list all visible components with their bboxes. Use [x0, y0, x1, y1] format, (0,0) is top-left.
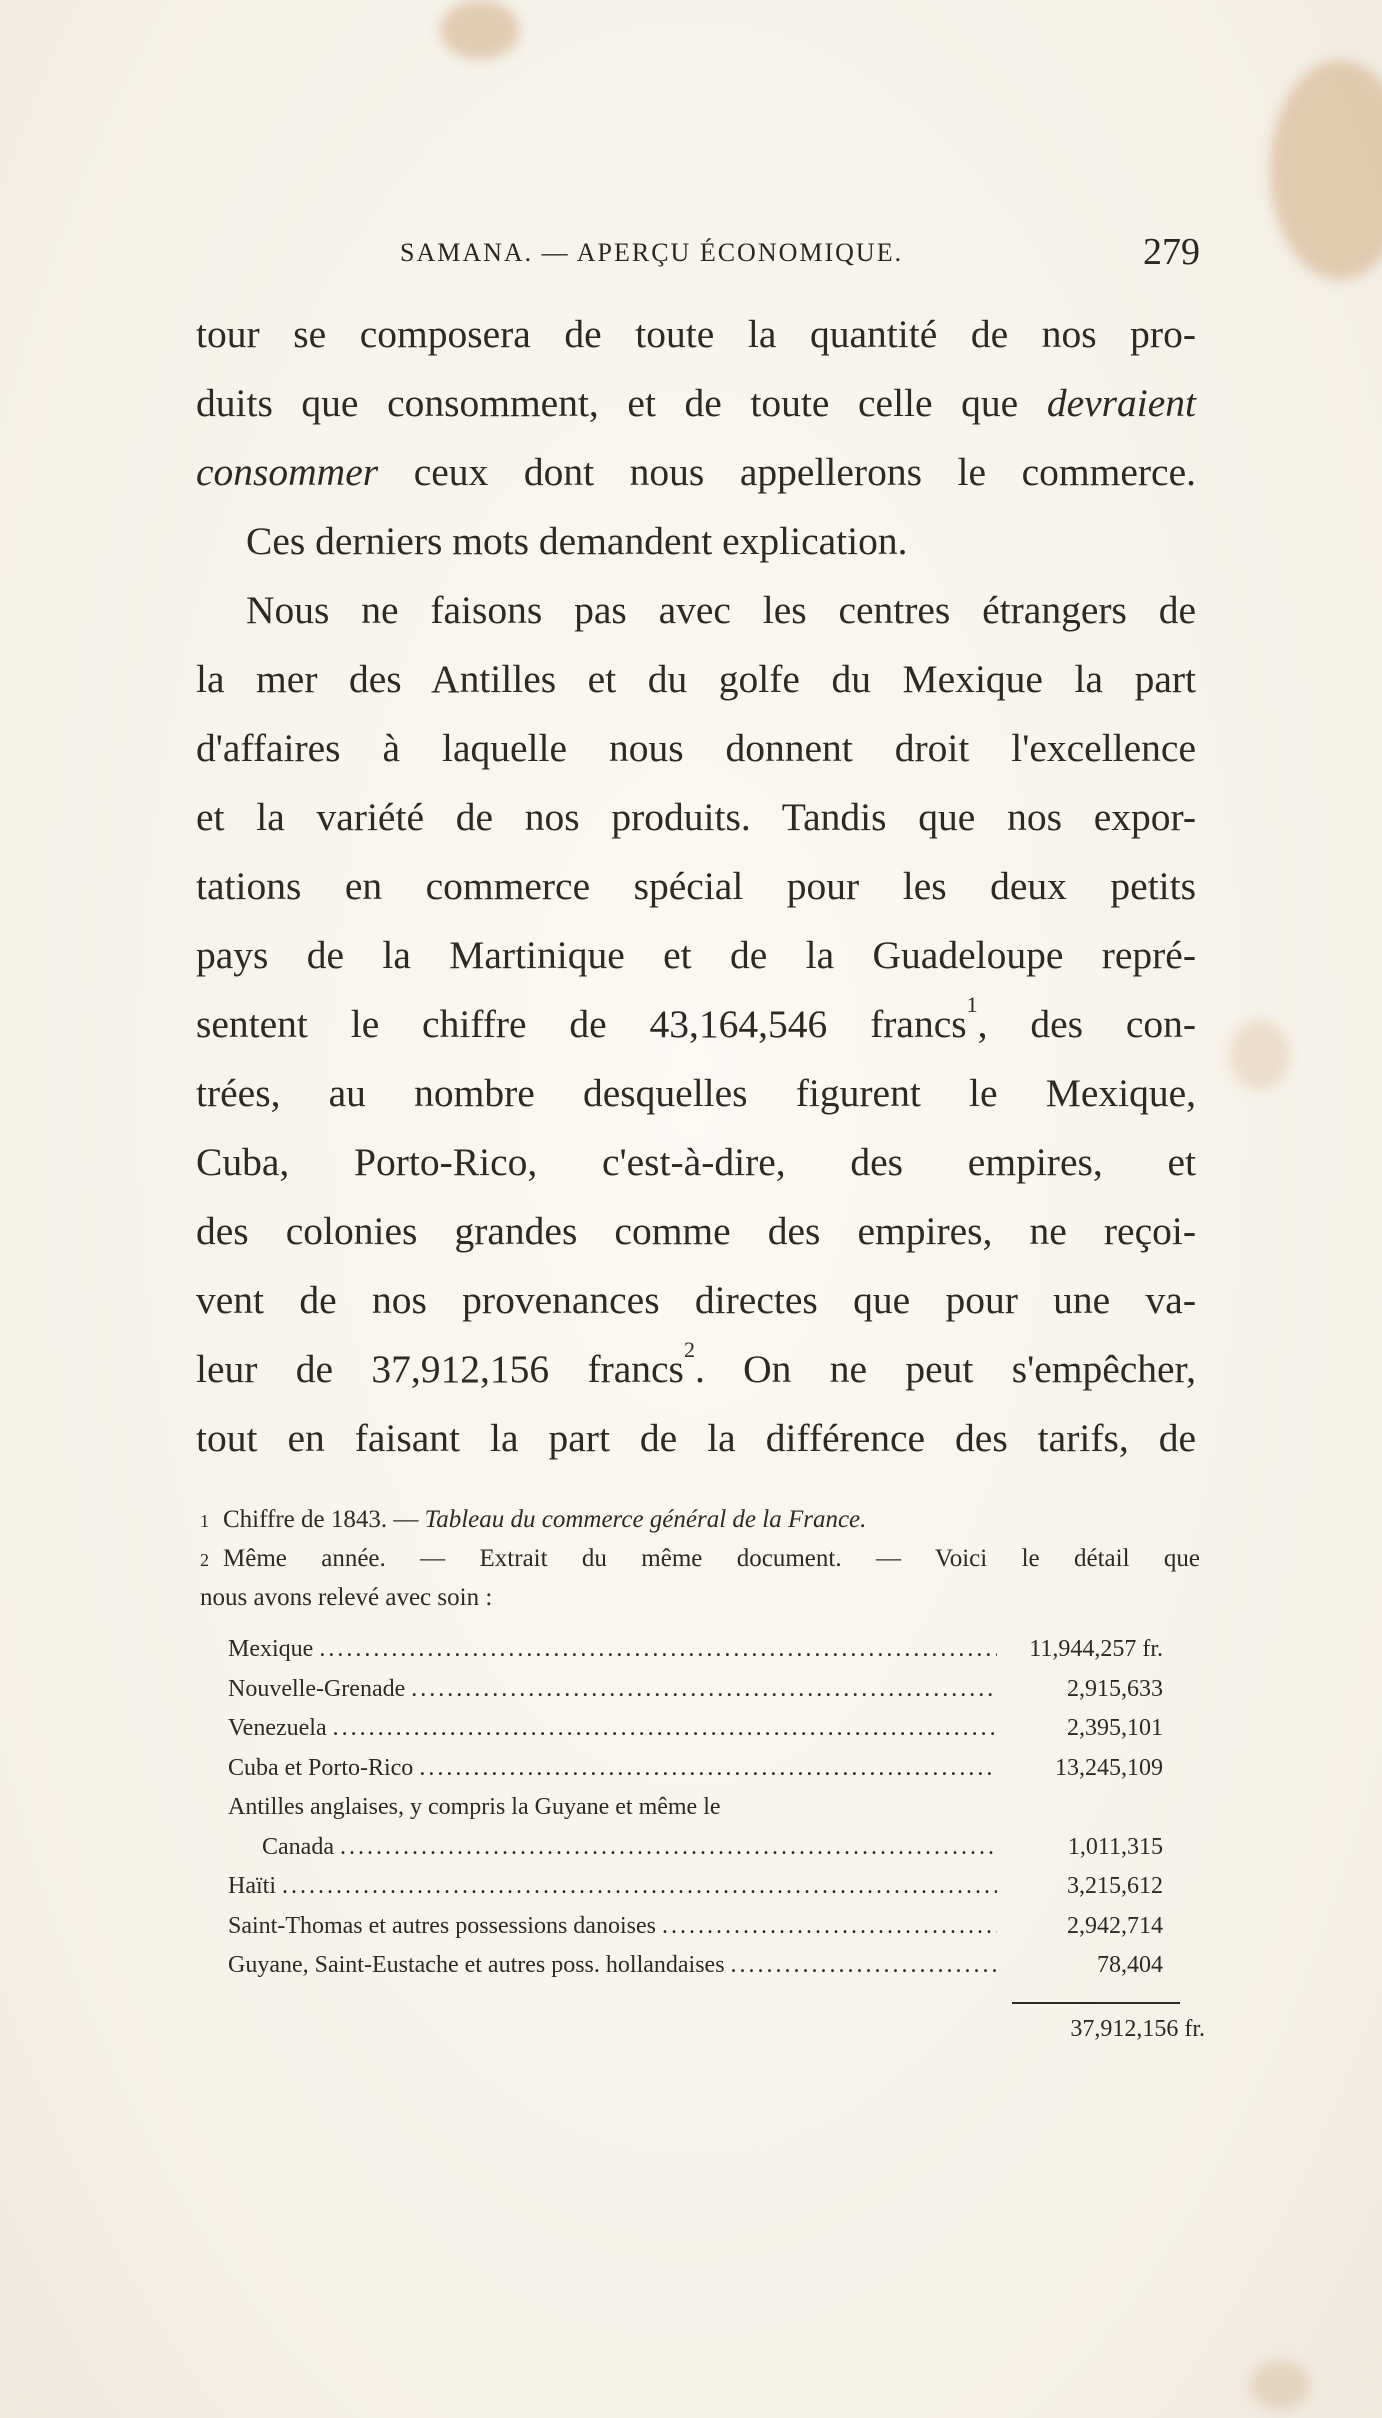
text-run: sentent le chiffre de 43,164,546 francs [196, 1002, 967, 1046]
row-label: Antilles anglaises, y compris la Guyane et même le [228, 1794, 721, 1820]
italic-text: consommer [196, 450, 379, 494]
page-number: 279 [1143, 231, 1200, 273]
row-value: 3,215,612 [1067, 1873, 1163, 1899]
body-line: d'affaires à laquelle nous donnent droit l'excellence [196, 726, 1196, 770]
table-row [228, 1630, 1163, 1670]
leader-dots [731, 1946, 997, 1986]
footnotes [200, 1500, 1200, 1617]
row-value: 1,011,315 [1067, 1833, 1163, 1860]
total-rule [1012, 2002, 1180, 2004]
leader-dots [419, 1749, 997, 1789]
row-label: Haïti [228, 1873, 276, 1899]
table-row [228, 1788, 1163, 1828]
table-row [228, 1828, 1163, 1868]
body-line: Cuba, Porto-Rico, c'est-à-dire, des empires, et [196, 1140, 1196, 1184]
row-label: Guyane, Saint-Eustache et autres poss. hollandaises [228, 1952, 725, 1978]
text-run: leur de 37,912,156 francs [196, 1347, 684, 1391]
leader-dots [282, 1867, 997, 1907]
footnote-number: 2 [200, 1550, 209, 1570]
row-label: Cuba et Porto-Rico [228, 1754, 414, 1781]
body-line [196, 1335, 1196, 1404]
table-row [228, 1867, 1163, 1907]
body-line: tations en commerce spécial pour les deux petits [196, 864, 1196, 908]
footnote-ref: 1 [966, 992, 978, 1017]
footnote-2 [200, 1539, 1200, 1578]
table-row [228, 1670, 1163, 1710]
footnote-1 [200, 1500, 1200, 1539]
row-value: 2,942,714 [1067, 1912, 1163, 1939]
leader-dots [319, 1630, 997, 1670]
leader-dots [333, 1709, 997, 1749]
row-value: 11,944,257 fr. [1029, 1636, 1163, 1662]
row-label: Nouvelle-Grenade [228, 1675, 406, 1702]
body-line: et la variété de nos produits. Tandis que nos expor- [196, 795, 1196, 839]
footnote-number: 1 [200, 1511, 209, 1531]
row-value: 2,915,633 [1067, 1675, 1163, 1702]
body-text [196, 300, 1196, 1473]
body-line: pays de la Martinique et de la Guadeloupe repré- [196, 933, 1196, 977]
row-value: 78,404 [1097, 1952, 1163, 1978]
leader-dots [411, 1670, 997, 1710]
body-line: Nous ne faisons pas avec les centres étrangers de [246, 588, 1196, 632]
table-row [228, 1709, 1163, 1749]
body-line [196, 990, 1196, 1059]
body-line: trées, au nombre desquelles figurent le Mexique, [196, 1071, 1196, 1115]
foxing-stain [1230, 1020, 1290, 1090]
running-title: SAMANA. — APERÇU ÉCONOMIQUE. [400, 238, 904, 267]
table-row [228, 1749, 1163, 1789]
table-row [228, 1907, 1163, 1947]
text-run: Même année. — Extrait du même document. — Voici le détail que [223, 1545, 1200, 1572]
text-run: , des con- [977, 1002, 1197, 1046]
body-line: la mer des Antilles et du golfe du Mexique la part [196, 657, 1196, 701]
row-label: Venezuela [228, 1715, 327, 1741]
body-line: tout en faisant la part de la différence des tarifs, de [196, 1416, 1196, 1460]
text-run: duits que consomment, et de toute celle que [196, 381, 1047, 425]
foxing-stain [1250, 2360, 1310, 2410]
table-row [228, 1946, 1163, 1986]
text-run: . On ne peut s'empêcher, [694, 1347, 1196, 1391]
italic-text: devraient [1046, 381, 1196, 425]
text-run: ceux dont nous appellerons le commerce. [378, 450, 1196, 494]
body-line [196, 438, 1196, 507]
running-header [400, 230, 1200, 280]
body-line: vent de nos provenances directes que pour une va- [196, 1278, 1196, 1322]
leader-dots [340, 1828, 997, 1868]
text-run: Chiffre de 1843. — [223, 1506, 425, 1533]
export-table [228, 1630, 1163, 1986]
body-line: des colonies grandes comme des empires, ne reçoi- [196, 1209, 1196, 1253]
footnote-ref: 2 [683, 1337, 695, 1362]
table-total: 37,912,156 fr. [1070, 2016, 1205, 2042]
body-line: Ces derniers mots demandent explication. [246, 519, 908, 563]
row-value: 13,245,109 [1055, 1754, 1163, 1781]
footnote-2-cont: nous avons relevé avec soin : [200, 1584, 493, 1611]
body-line: tour se composera de toute la quantité de nos pro- [196, 312, 1196, 356]
italic-text: Tableau du commerce général de la France. [424, 1506, 867, 1533]
foxing-stain [1270, 60, 1382, 280]
foxing-stain [440, 0, 520, 60]
row-label: Saint-Thomas et autres possessions danoises [228, 1912, 656, 1939]
row-label: Canada [262, 1833, 334, 1860]
row-value: 2,395,101 [1067, 1715, 1163, 1741]
leader-dots [662, 1907, 997, 1947]
body-line [196, 369, 1196, 438]
row-label: Mexique [228, 1636, 314, 1662]
